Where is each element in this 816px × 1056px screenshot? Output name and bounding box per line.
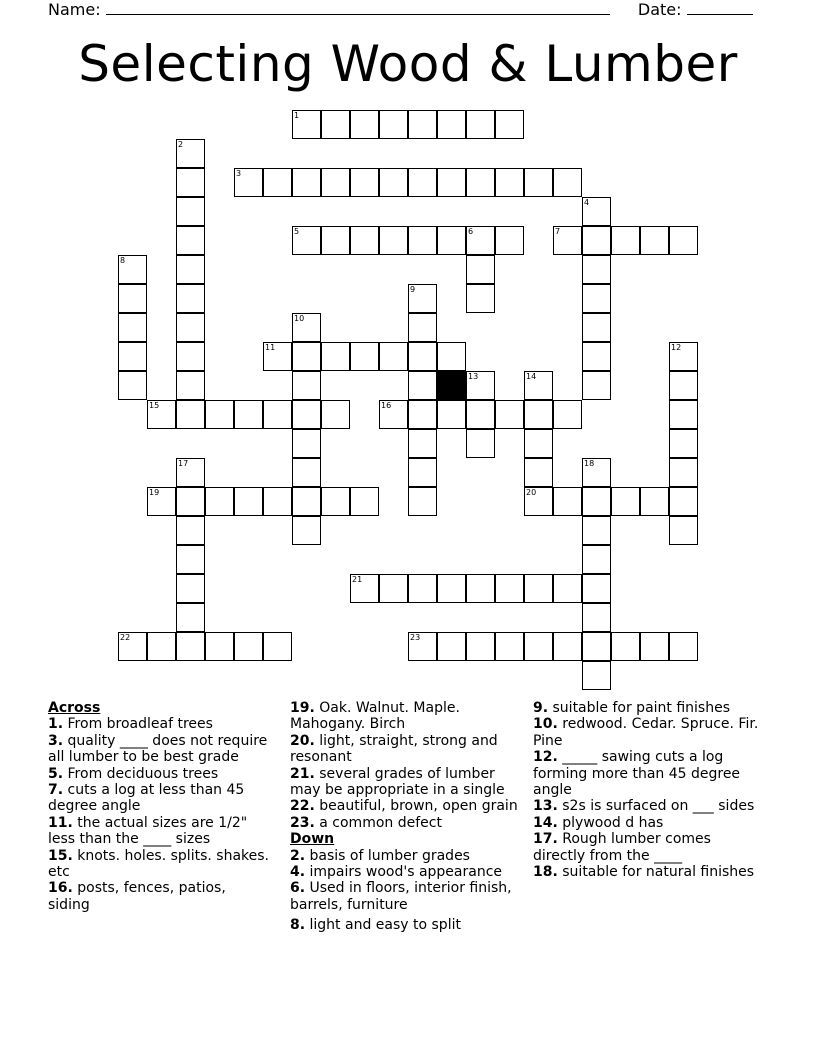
grid-cell[interactable] (292, 516, 321, 545)
grid-cell[interactable] (176, 284, 205, 313)
clue-number: 13 (468, 372, 479, 381)
grid-cell[interactable] (292, 400, 321, 429)
grid-cell[interactable] (466, 574, 495, 603)
grid-cell[interactable] (350, 168, 379, 197)
clue-number: 15 (149, 401, 160, 410)
grid-cell[interactable] (466, 400, 495, 429)
grid-cell[interactable] (408, 429, 437, 458)
grid-cell[interactable] (582, 255, 611, 284)
grid-cell[interactable] (350, 342, 379, 371)
down-clue-6: 6. Used in floors, interior finish, barrels, furniture (290, 880, 512, 913)
grid-cell[interactable] (379, 110, 408, 139)
across-heading: Across (48, 700, 101, 716)
grid-cell[interactable] (176, 255, 205, 284)
grid-cell[interactable] (263, 342, 292, 371)
grid-cell[interactable] (466, 168, 495, 197)
grid-cell[interactable] (408, 371, 437, 400)
grid-cell[interactable] (408, 632, 437, 661)
grid-cell[interactable] (495, 632, 524, 661)
grid-cell[interactable] (234, 632, 263, 661)
clue-number: 8 (120, 256, 126, 265)
clue-number: 20 (526, 488, 537, 497)
grid-cell[interactable] (408, 313, 437, 342)
grid-cell[interactable] (466, 226, 495, 255)
clue-number: 2 (178, 140, 184, 149)
clue-number: 18 (584, 459, 595, 468)
grid-cell[interactable] (466, 255, 495, 284)
grid-cell[interactable] (379, 342, 408, 371)
clue-number: 5 (294, 227, 300, 236)
grid-cell[interactable] (118, 313, 147, 342)
clue-number: 19 (149, 488, 160, 497)
grid-cell[interactable] (437, 574, 466, 603)
grid-cell[interactable] (118, 255, 147, 284)
grid-cell[interactable] (176, 226, 205, 255)
clue-number: 7 (555, 227, 561, 236)
grid-cell[interactable] (524, 574, 553, 603)
down-clue-13: 13. s2s is surfaced on ___ sides (533, 798, 755, 815)
grid-cell[interactable] (495, 574, 524, 603)
grid-cell[interactable] (118, 284, 147, 313)
across-clue-22: 22. beautiful, brown, open grain (290, 798, 518, 815)
grid-cell[interactable] (118, 342, 147, 371)
grid-cell[interactable] (379, 226, 408, 255)
grid-cell[interactable] (263, 632, 292, 661)
grid-cell[interactable] (408, 226, 437, 255)
grid-cell[interactable] (553, 400, 582, 429)
clue-number: 12 (671, 343, 682, 352)
grid-cell[interactable] (176, 139, 205, 168)
clue-number: 4 (584, 198, 590, 207)
grid-cell[interactable] (437, 168, 466, 197)
across-clue-7: 7. cuts a log at less than 45 degree angle (48, 782, 245, 815)
across-clue-19: 19. Oak. Walnut. Maple. Mahogany. Birch (290, 700, 460, 733)
grid-cell[interactable] (553, 574, 582, 603)
grid-cell[interactable] (263, 487, 292, 516)
grid-cell[interactable] (234, 168, 263, 197)
grid-cell[interactable] (669, 400, 698, 429)
grid-cell[interactable] (408, 400, 437, 429)
grid-cell[interactable] (408, 284, 437, 313)
grid-cell[interactable] (292, 226, 321, 255)
grid-cell[interactable] (582, 458, 611, 487)
grid-cell[interactable] (495, 400, 524, 429)
grid-cell[interactable] (408, 458, 437, 487)
grid-cell[interactable] (292, 371, 321, 400)
grid-cell[interactable] (147, 632, 176, 661)
grid-cell[interactable] (669, 516, 698, 545)
clues-column-2 (290, 700, 518, 934)
down-clue-2: 2. basis of lumber grades (290, 847, 470, 864)
clue-number: 6 (468, 227, 474, 236)
grid-cell[interactable] (582, 545, 611, 574)
grid-cell[interactable] (466, 371, 495, 400)
grid-cell[interactable] (408, 342, 437, 371)
grid-cell[interactable] (524, 487, 553, 516)
grid-cell[interactable] (408, 487, 437, 516)
grid-cell[interactable] (350, 110, 379, 139)
grid-cell[interactable] (176, 487, 205, 516)
grid-cell[interactable] (292, 110, 321, 139)
grid-cell[interactable] (669, 342, 698, 371)
grid-cell[interactable] (321, 110, 350, 139)
grid-cell[interactable] (408, 110, 437, 139)
grid-cell[interactable] (437, 632, 466, 661)
grid-cell[interactable] (379, 168, 408, 197)
grid-cell[interactable] (553, 226, 582, 255)
grid-cell[interactable] (176, 603, 205, 632)
grid-cell[interactable] (176, 168, 205, 197)
grid-cell[interactable] (176, 371, 205, 400)
grid-cell[interactable] (176, 197, 205, 226)
grid-cell[interactable] (350, 574, 379, 603)
clue-number: 11 (265, 343, 276, 352)
grid-cell[interactable] (321, 226, 350, 255)
grid-cell[interactable] (640, 487, 669, 516)
grid-cell[interactable] (176, 632, 205, 661)
clue-number: 16 (381, 401, 392, 410)
grid-cell[interactable] (350, 487, 379, 516)
grid-cell[interactable] (176, 400, 205, 429)
grid-cell[interactable] (582, 516, 611, 545)
clue-number: 9 (410, 285, 416, 294)
grid-cell[interactable] (437, 226, 466, 255)
grid-cell[interactable] (466, 632, 495, 661)
grid-cell[interactable] (321, 487, 350, 516)
grid-cell[interactable] (379, 400, 408, 429)
grid-cell[interactable] (176, 342, 205, 371)
grid-cell[interactable] (263, 168, 292, 197)
grid-cell[interactable] (321, 342, 350, 371)
grid-cell[interactable] (582, 197, 611, 226)
grid-cell[interactable] (118, 632, 147, 661)
grid-cell[interactable] (437, 110, 466, 139)
grid-cell[interactable] (321, 168, 350, 197)
grid-cell[interactable] (205, 632, 234, 661)
date-label: Date: (637, 0, 682, 19)
grid-cell[interactable] (176, 574, 205, 603)
across-clue-1: 1. From broadleaf trees (48, 716, 213, 733)
grid-cell[interactable] (640, 226, 669, 255)
grid-cell[interactable] (669, 487, 698, 516)
down-clue-12: 12. _____ sawing cuts a log forming more than 45 degree angle (533, 749, 741, 799)
grid-cell[interactable] (582, 574, 611, 603)
grid-cell[interactable] (524, 429, 553, 458)
grid-cell[interactable] (524, 371, 553, 400)
clue-number: 17 (178, 459, 189, 468)
name-label: Name: (48, 0, 101, 19)
down-clue-4: 4. impairs wood's appearance (290, 864, 503, 881)
grid-cell[interactable] (437, 342, 466, 371)
grid-cell[interactable] (292, 487, 321, 516)
grid-cell[interactable] (176, 313, 205, 342)
grid-cell[interactable] (379, 574, 408, 603)
grid-cell[interactable] (263, 400, 292, 429)
clues-column-3 (533, 700, 765, 880)
down-clue-8: 8. light and easy to split (290, 917, 461, 934)
grid-cell[interactable] (669, 371, 698, 400)
block-cell (437, 371, 466, 400)
across-clue-5: 5. From deciduous trees (48, 765, 219, 782)
grid-cell[interactable] (408, 168, 437, 197)
grid-cell[interactable] (466, 284, 495, 313)
down-clue-9: 9. suitable for paint finishes (533, 700, 731, 716)
grid-cell[interactable] (553, 168, 582, 197)
grid-cell[interactable] (524, 632, 553, 661)
grid-cell[interactable] (350, 226, 379, 255)
grid-cell[interactable] (176, 516, 205, 545)
grid-cell[interactable] (495, 168, 524, 197)
grid-cell[interactable] (553, 487, 582, 516)
grid-cell[interactable] (582, 661, 611, 690)
across-clue-20: 20. light, straight, strong and resonant (290, 732, 498, 766)
grid-cell[interactable] (408, 574, 437, 603)
grid-cell[interactable] (205, 487, 234, 516)
grid-cell[interactable] (553, 632, 582, 661)
grid-cell[interactable] (611, 226, 640, 255)
grid-cell[interactable] (292, 168, 321, 197)
down-clue-10: 10. redwood. Cedar. Spruce. Fir. Pine (533, 716, 759, 749)
grid-cell[interactable] (466, 429, 495, 458)
grid-cell[interactable] (234, 487, 263, 516)
grid-cell[interactable] (205, 400, 234, 429)
puzzle-title: Selecting Wood & Lumber (78, 35, 738, 93)
grid-cell[interactable] (147, 400, 176, 429)
down-clue-17: 17. Rough lumber comes directly from the ____ (533, 831, 711, 864)
grid-cell[interactable] (669, 429, 698, 458)
grid-cell[interactable] (524, 458, 553, 487)
grid-cell[interactable] (611, 632, 640, 661)
clue-number: 21 (352, 575, 363, 584)
grid-cell[interactable] (495, 110, 524, 139)
grid-cell[interactable] (640, 632, 669, 661)
clues-column-1 (48, 700, 270, 913)
across-clue-3: 3. quality ____ does not require all lumber to be best grade (48, 732, 268, 766)
grid-cell[interactable] (669, 458, 698, 487)
down-clue-14: 14. plywood d has (533, 814, 664, 831)
grid-cell[interactable] (118, 371, 147, 400)
clue-number: 23 (410, 633, 421, 642)
grid-cell[interactable] (582, 632, 611, 661)
grid-cell[interactable] (582, 284, 611, 313)
clue-number: 22 (120, 633, 131, 642)
down-clue-18: 18. suitable for natural finishes (533, 864, 755, 881)
clue-number: 1 (294, 111, 300, 120)
across-clue-15: 15. knots. holes. splits. shakes. etc (48, 847, 269, 881)
across-clue-23: 23. a common defect (290, 814, 442, 831)
grid-cell[interactable] (582, 371, 611, 400)
grid-cell[interactable] (582, 313, 611, 342)
grid-cell[interactable] (234, 400, 263, 429)
grid-cell[interactable] (524, 168, 553, 197)
grid-cell[interactable] (176, 545, 205, 574)
grid-cell[interactable] (292, 313, 321, 342)
across-clue-11: 11. the actual sizes are 1/2" less than the ____ sizes (48, 814, 248, 848)
grid-cell[interactable] (669, 226, 698, 255)
down-heading: Down (290, 831, 335, 848)
grid-cell[interactable] (582, 603, 611, 632)
across-clue-16: 16. posts, fences, patios, siding (48, 880, 226, 913)
grid-cell[interactable] (147, 487, 176, 516)
grid-cell[interactable] (582, 226, 611, 255)
grid-cell[interactable] (466, 110, 495, 139)
grid-cell[interactable] (669, 632, 698, 661)
grid-cell[interactable] (524, 400, 553, 429)
grid-cell[interactable] (292, 458, 321, 487)
grid-cell[interactable] (321, 400, 350, 429)
grid-cell[interactable] (582, 342, 611, 371)
across-clue-21: 21. several grades of lumber may be appropriate in a single (290, 765, 505, 799)
grid-cell[interactable] (292, 429, 321, 458)
grid-cell[interactable] (611, 487, 640, 516)
grid-cell[interactable] (292, 342, 321, 371)
grid-cell[interactable] (176, 458, 205, 487)
grid-cell[interactable] (495, 226, 524, 255)
clue-number: 3 (236, 169, 242, 178)
clue-number: 14 (526, 372, 537, 381)
grid-cell[interactable] (582, 487, 611, 516)
clue-number: 10 (294, 314, 305, 323)
grid-cell[interactable] (437, 400, 466, 429)
